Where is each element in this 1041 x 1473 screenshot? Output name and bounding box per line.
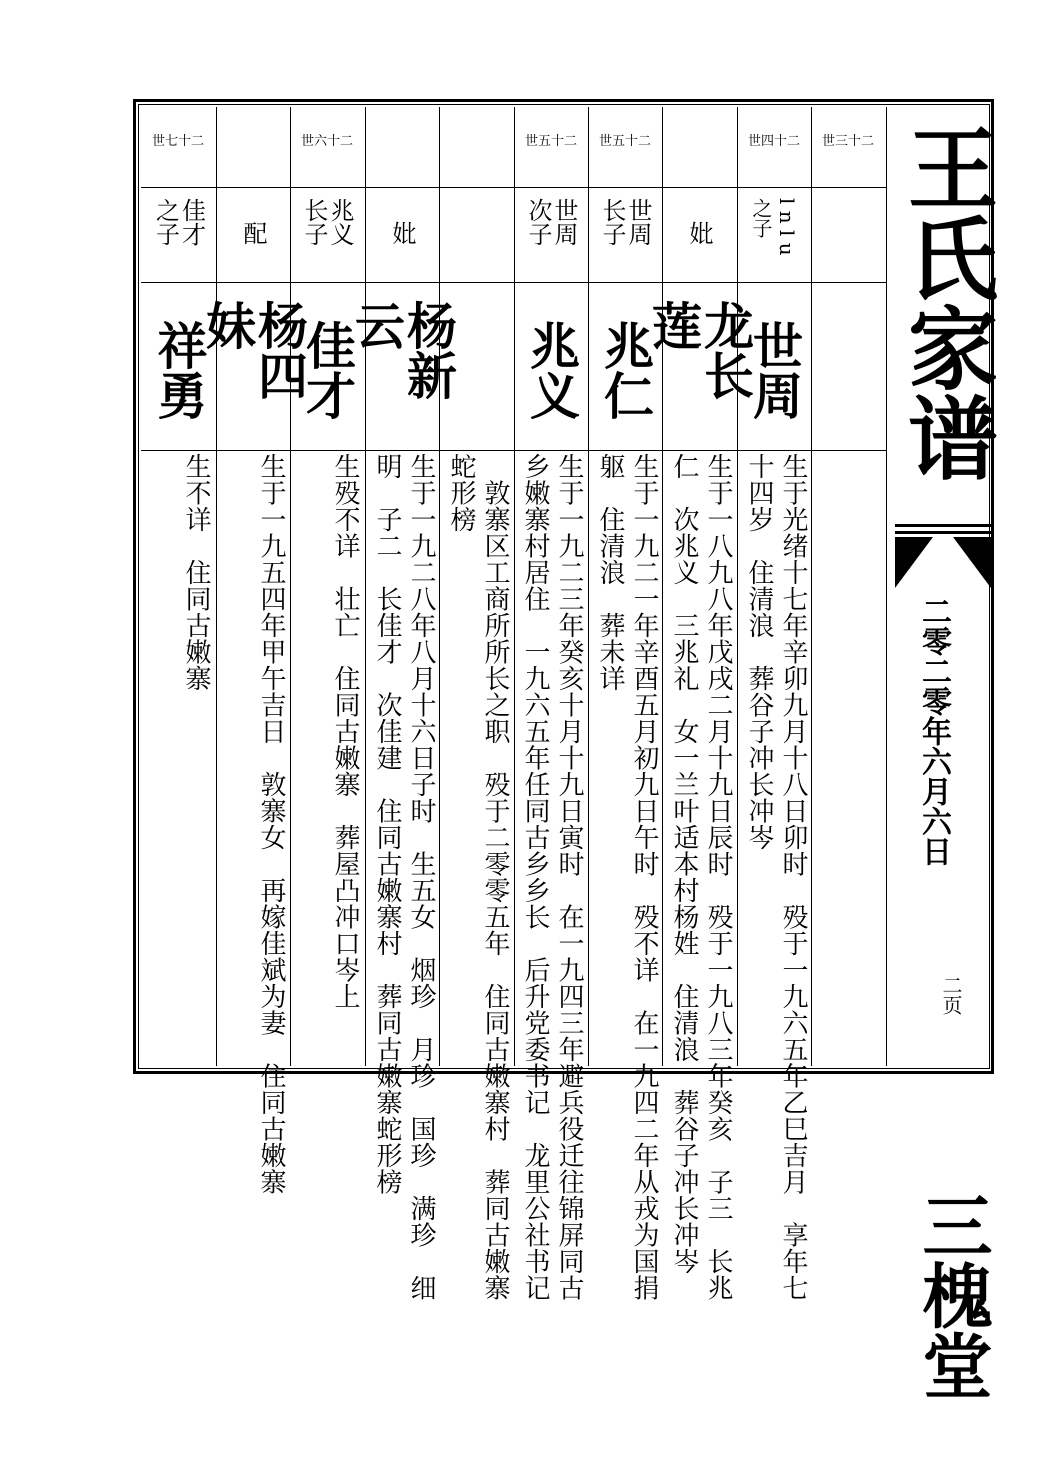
row-divider	[141, 187, 886, 188]
biography-text: 生于一九二一年辛酉五月初九日午时 殁不详 在一九四二年从戎为国捐 躯 住清浪 葬未详	[595, 453, 659, 1301]
title-ornament	[893, 522, 993, 592]
person-name: 佳才	[298, 320, 357, 420]
person-name: 祥勇	[149, 320, 209, 420]
biography-text: 生于一八九八年戊戌二月十九日辰时 殁于一九八三年癸亥 子三 长兆 仁 次兆义 三兆礼 女一兰叶适本村杨姓 住清浪 葬谷子冲长冲岑	[669, 453, 733, 1301]
relation-label: 妣	[388, 221, 416, 245]
generation-label: 世三十二	[821, 134, 874, 149]
biography-text: 生于一九二三年癸亥十月十九日寅时 在一九四三年避兵役迁往锦屏同古 乡嫩寨村居住 一九六五年任同古乡乡长 后升党委书记 龙里公社书记	[520, 453, 584, 1301]
column-divider	[886, 107, 887, 1066]
biography-text: 敦寨区工商所所长之职 殁于二零零五年 住同古嫩寨村 葬同古嫩寨 蛇形榜	[446, 453, 510, 1301]
page-number: 二页	[939, 975, 963, 1015]
biography-text: 生不详 住同古嫩寨	[181, 453, 211, 692]
genealogy-title: 王氏家谱	[892, 122, 998, 482]
publish-date: 二零二零年六月六日	[916, 596, 951, 866]
row-divider	[141, 450, 886, 451]
generation-label: 世七十二	[151, 134, 204, 149]
person-name: 世周	[745, 320, 804, 420]
person-name: 杨新云	[347, 300, 458, 400]
generation-label: 世五十二	[524, 134, 577, 149]
relation-label: 世周长子	[598, 198, 652, 246]
relation-label: 兆义长子	[300, 198, 354, 246]
generation-label: 世五十二	[598, 134, 651, 149]
biography-text: 生于一九二八年八月十六日子时 生五女 烟珍 月珍 国珍 满珍 细 明 子二 长佳才 次佳建 住同古嫩寨村 葬同古嫩寨蛇形榜	[372, 453, 436, 1301]
person-name: 兆义	[522, 320, 581, 420]
biography-text: 生殁不详 壮亡 住同古嫩寨 葬屋凸冲口岑上	[330, 453, 360, 1010]
person-name: 杨四妹	[198, 300, 309, 400]
relation-label: 配	[239, 221, 267, 245]
relation-label: 世周次子	[524, 198, 578, 246]
person-name: 龙长莲	[644, 300, 755, 400]
relation-label: 佳才之子	[151, 198, 206, 246]
generation-label: 世四十二	[747, 134, 800, 149]
biography-text: 生于光绪十七年辛卯九月十八日卯时 殁于一九六五年乙巳吉月 享年七 十四岁 住清浪 葬谷子冲长冲岑	[744, 453, 808, 1301]
row-divider	[141, 282, 886, 283]
relation-label: l n l u之子	[749, 198, 799, 256]
relation-label	[811, 198, 885, 268]
person-name	[811, 300, 885, 440]
relation-label: 妣	[685, 221, 713, 245]
generation-label: 世六十二	[300, 134, 353, 149]
biography-text: 生于一九五四年甲午吉日 敦寨女 再嫁佳斌为妻 住同古嫩寨	[256, 453, 286, 1195]
person-name: 兆仁	[596, 320, 655, 420]
relation-label	[439, 198, 513, 268]
hall-name: 三槐堂	[911, 1190, 994, 1400]
